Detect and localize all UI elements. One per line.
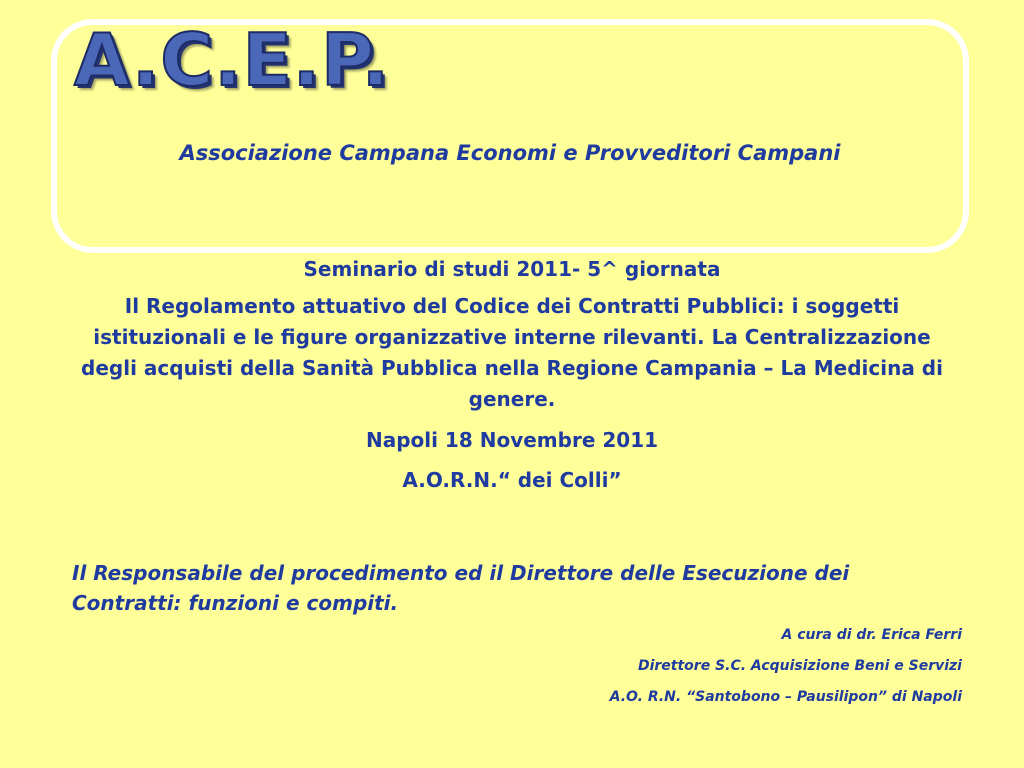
author-institution: A.O. R.N. “Santobono – Pausilipon” di Napoli: [609, 689, 962, 705]
acep-logo: A.C.E.P.: [74, 18, 391, 102]
association-name: Associazione Campana Economi e Provveditori Campani: [179, 141, 841, 165]
author-info: [610, 625, 962, 718]
seminar-info: [70, 254, 954, 496]
seminar-venue: A.O.R.N.“ dei Colli”: [402, 468, 622, 492]
author-role: Direttore S.C. Acquisizione Beni e Servizi: [637, 658, 962, 674]
seminar-date: Napoli 18 Novembre 2011: [365, 428, 659, 452]
curated-by: A cura di dr. Erica Ferri: [781, 627, 962, 643]
talk-title: Il Responsabile del procedimento ed il Direttore delle Esecuzione dei Contratti: funzioni e compiti.: [72, 561, 850, 615]
seminar-title: Il Regolamento attuativo del Codice dei Contratti Pubblici: i soggetti istituzionali e le figure organizzative interne rilevanti. La Centralizzazione degli acquisti della Sanità Pubblica nella Regione Campania – La Medicina di genere.: [81, 294, 943, 411]
seminar-line: Seminario di studi 2011- 5^ giornata: [303, 257, 721, 281]
